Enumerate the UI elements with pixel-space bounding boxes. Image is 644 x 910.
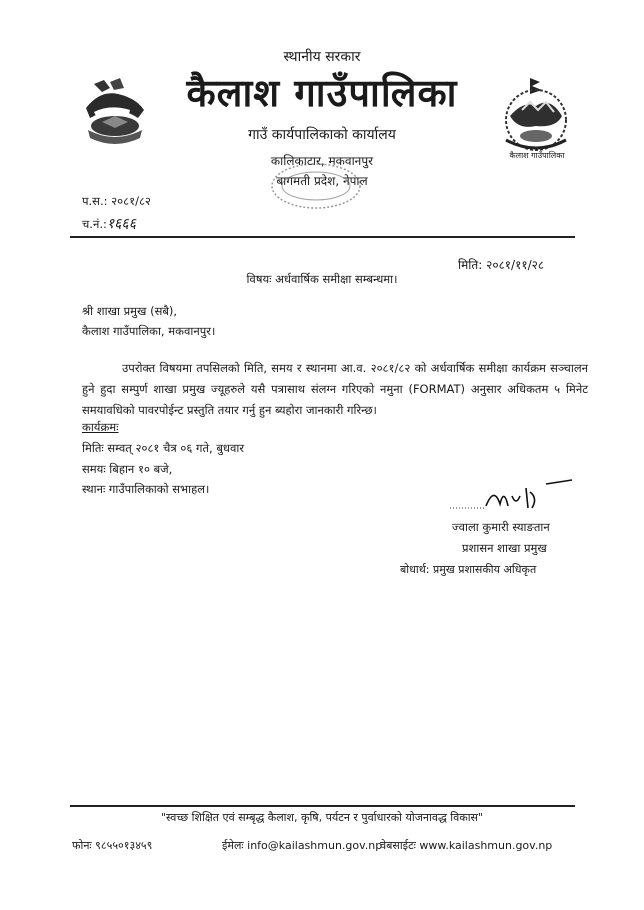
program-time: समयः बिहान १० बजे, [82,462,173,476]
cc-note: बोधार्थ: प्रमुख प्रशासकीय अधिकृत [400,563,537,576]
government-label: स्थानीय सरकार [283,49,361,65]
program-place: स्थानः गाउँपालिकाको सभाहल। [82,482,210,496]
footer-slogan: "स्वच्छ शिक्षित एवं सम्बृद्ध कैलाश, कृषि, पर्यटन र पुर्वाधारको योजनावद्ध विकास" [160,811,484,824]
program-date: मितिः सम्वत् २०८१ चैत्र ०६ गते, बुधवार [82,441,245,455]
letter-date: मिति: २०८१/११/२८ [458,258,545,272]
subject-line: विषयः अर्धवार्षिक समीक्षा सम्बन्धमा। [246,272,398,286]
office-name: गाउँ कार्यपालिकाको कार्यालय [248,127,396,143]
footer-phone: फोनः ९८५५०१३४५९ [72,839,153,852]
body-paragraph: उपरोक्त विषयमा तपसिलको मिति, समय र स्थानमा आ.व. २०८१/८२ को अर्धवार्षिक समीक्षा कार्यक्रम सञ्चालन हुने हुदा सम्पुर्ण शाखा प्रमुख ज्यूहरुले यसै पत्रासाथ संलग्न गरिएको नमुना (FORMAT) अनुसार अधिकतम ५ मिनेट समयावधिको पावरपोईन्ट प्रस्तुति तयार गर्नु हुन ब्यहोरा जानकारी गरिन्छ। [82,361,588,417]
office-stamp-icon [268,160,364,212]
logo-caption: कैलाश गाउँपालिका [509,151,565,160]
cn-number: च.नं.:१६६६ [82,216,136,232]
recipient-line1: श्री शाखा प्रमुख (सबै), [82,304,178,318]
ps-number: प.स.: २०८१/८२ [82,194,151,208]
signature-mark [446,478,576,518]
address-line1: कालिकाटार, मकवानपुर [270,154,374,168]
footer-divider [70,805,575,807]
municipality-name: कैलाश गाउँपालिका [186,71,458,115]
footer-website: वेबसाईटः www.kailashmun.gov.np [380,839,553,852]
program-heading: कार्यक्रमः [82,420,119,434]
signatory-name: ज्वाला कुमारी स्याङतान [452,520,550,534]
footer-email: ईमेलः info@kailashmun.gov.np [222,839,383,852]
signatory-title: प्रशासन शाखा प्रमुख [462,541,547,555]
address-line2: बागमती प्रदेश, नेपाल [276,174,368,188]
header-divider [70,236,575,238]
recipient-line2: कैलाश गाउँपालिका, मकवानपुर। [82,324,216,338]
